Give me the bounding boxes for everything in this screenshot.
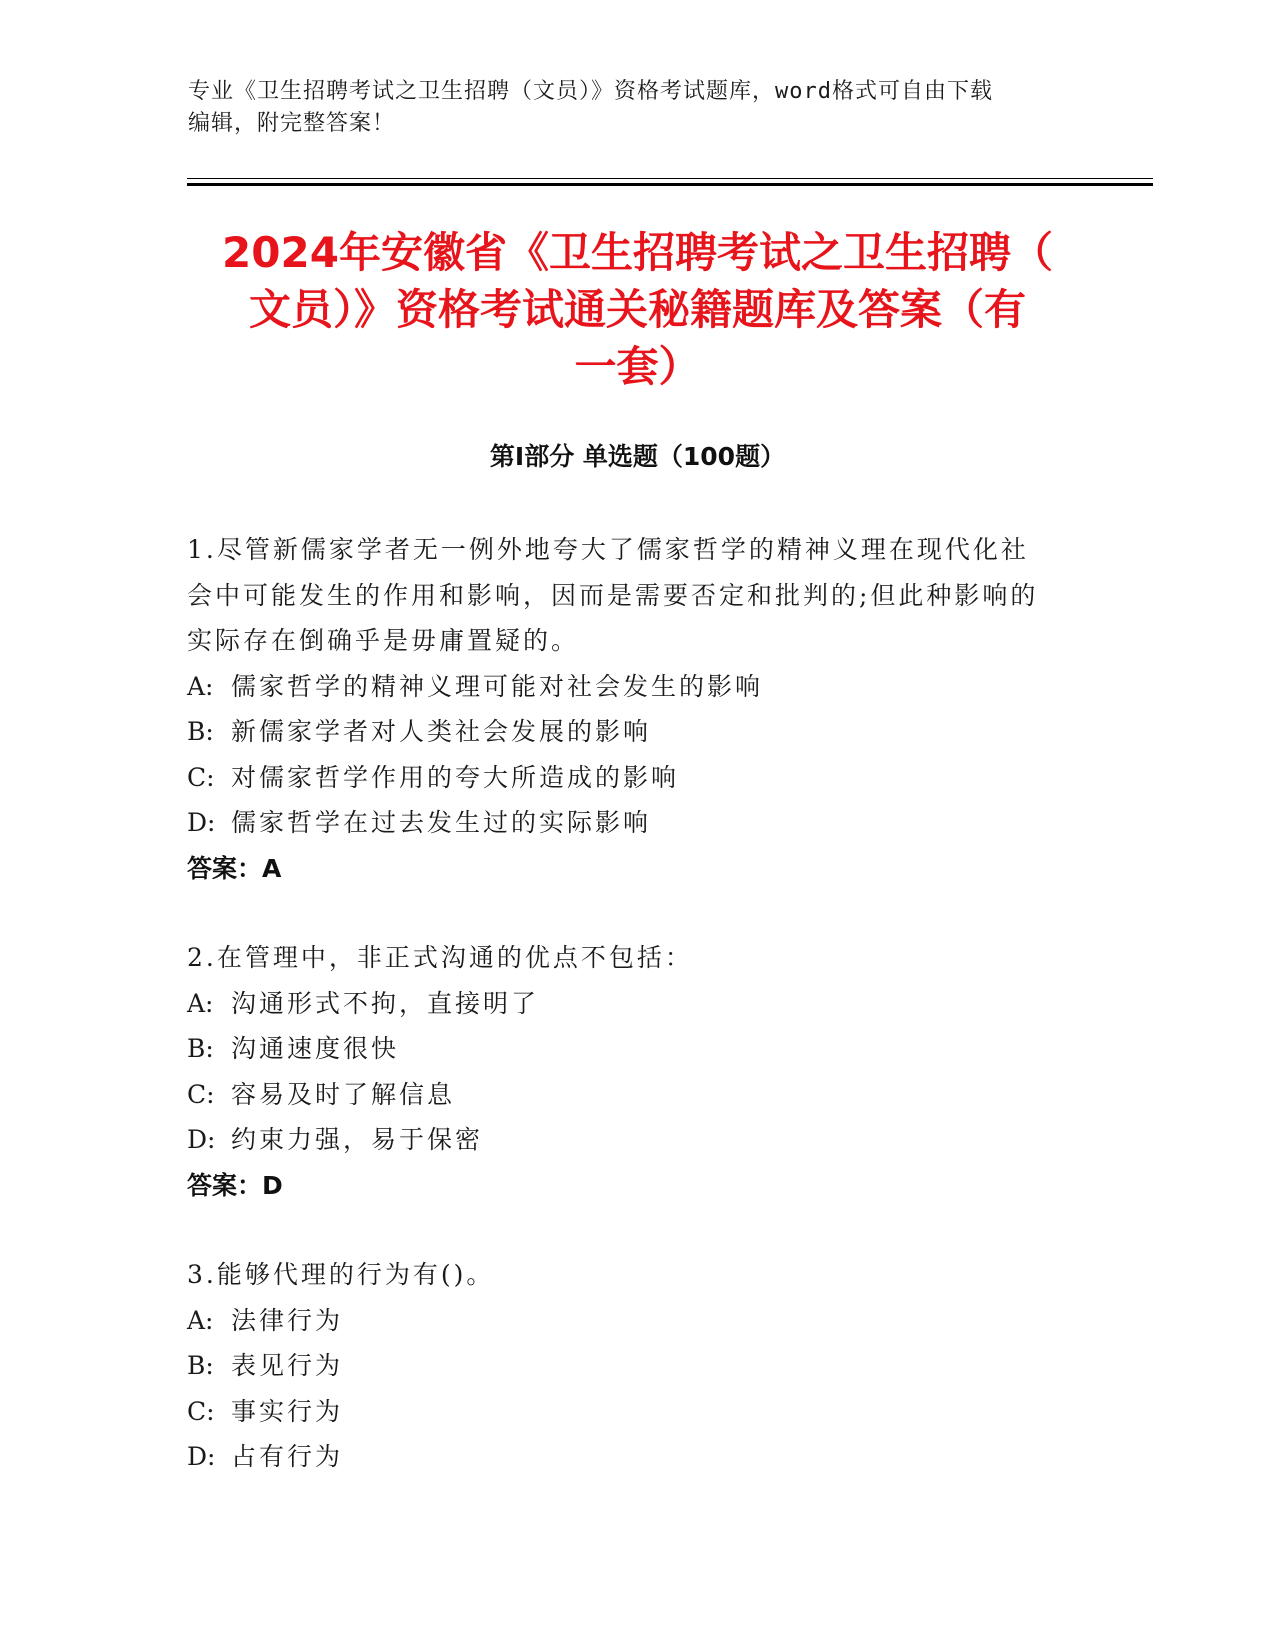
option-text: 表见行为	[231, 1351, 344, 1380]
option-d	[187, 1117, 1087, 1163]
option-key: A:	[187, 1305, 214, 1335]
option-key: C:	[187, 1079, 215, 1109]
option-a	[187, 981, 1087, 1027]
header-note-line: 编辑，附完整答案！	[188, 111, 396, 136]
option-c	[187, 1072, 1087, 1118]
question-stem-line: 会中可能发生的作用和影响，因而是需要否定和批判的;但此种影响的	[187, 580, 1039, 610]
document-title-line: 一套）	[574, 342, 701, 391]
option-key: A:	[187, 671, 214, 701]
option-text: 儒家哲学在过去发生过的实际影响	[231, 808, 652, 837]
option-d	[187, 800, 1087, 846]
option-b	[187, 1343, 1087, 1389]
question-stem-line: 3.能够代理的行为有()。	[187, 1260, 495, 1289]
question-stem-line: 2.在管理中，非正式沟通的优点不包括：	[187, 943, 693, 972]
option-b	[187, 709, 1087, 755]
option-key: D:	[187, 1125, 216, 1154]
option-text: 事实行为	[231, 1396, 344, 1426]
answer-line: 答案：A	[187, 853, 282, 883]
option-b	[187, 1026, 1087, 1072]
option-key: A:	[187, 988, 214, 1018]
option-text: 法律行为	[231, 1305, 344, 1335]
option-key: B:	[187, 1034, 214, 1063]
question-item	[187, 527, 1087, 891]
header-divider-thick	[187, 183, 1153, 186]
question-item	[187, 1252, 1087, 1480]
option-a	[187, 664, 1087, 710]
document-title	[170, 224, 1105, 395]
option-text: 占有行为	[231, 1442, 344, 1471]
question-item	[187, 935, 1087, 1208]
option-text: 沟通形式不拘，直接明了	[231, 988, 540, 1018]
question-stem-line: 实际存在倒确乎是毋庸置疑的。	[187, 626, 580, 655]
option-key: B:	[187, 717, 214, 746]
answer-line: 答案：D	[187, 1170, 283, 1200]
option-a	[187, 1298, 1087, 1344]
header-divider-thin	[187, 178, 1153, 179]
option-key: D:	[187, 1442, 216, 1471]
header-note-line: 专业《卫生招聘考试之卫生招聘（文员）》资格考试题库，word格式可自由下载	[188, 79, 993, 104]
option-key: C:	[187, 1396, 215, 1426]
option-text: 沟通速度很快	[231, 1034, 400, 1063]
question-list	[187, 527, 1087, 1524]
option-text: 新儒家学者对人类社会发展的影响	[231, 717, 652, 746]
option-text: 儒家哲学的精神义理可能对社会发生的影响	[231, 671, 764, 701]
option-c	[187, 1389, 1087, 1435]
header-note	[188, 76, 1068, 140]
option-text: 对儒家哲学作用的夸大所造成的影响	[231, 762, 680, 792]
option-text: 容易及时了解信息	[231, 1079, 456, 1109]
option-text: 约束力强，易于保密	[231, 1125, 484, 1154]
document-title-line: 2024年安徽省《卫生招聘考试之卫生招聘（	[222, 228, 1053, 277]
question-stem-line: 1.尽管新儒家学者无一例外地夸大了儒家哲学的精神义理在现代化社	[187, 535, 1029, 564]
option-c	[187, 755, 1087, 801]
option-d	[187, 1434, 1087, 1480]
option-key: B:	[187, 1351, 214, 1380]
option-key: C:	[187, 762, 215, 792]
section-title: 第Ⅰ部分 单选题（100题）	[489, 442, 786, 471]
document-title-line: 文员）》资格考试通关秘籍题库及答案（有	[248, 285, 1026, 334]
option-key: D:	[187, 808, 216, 837]
